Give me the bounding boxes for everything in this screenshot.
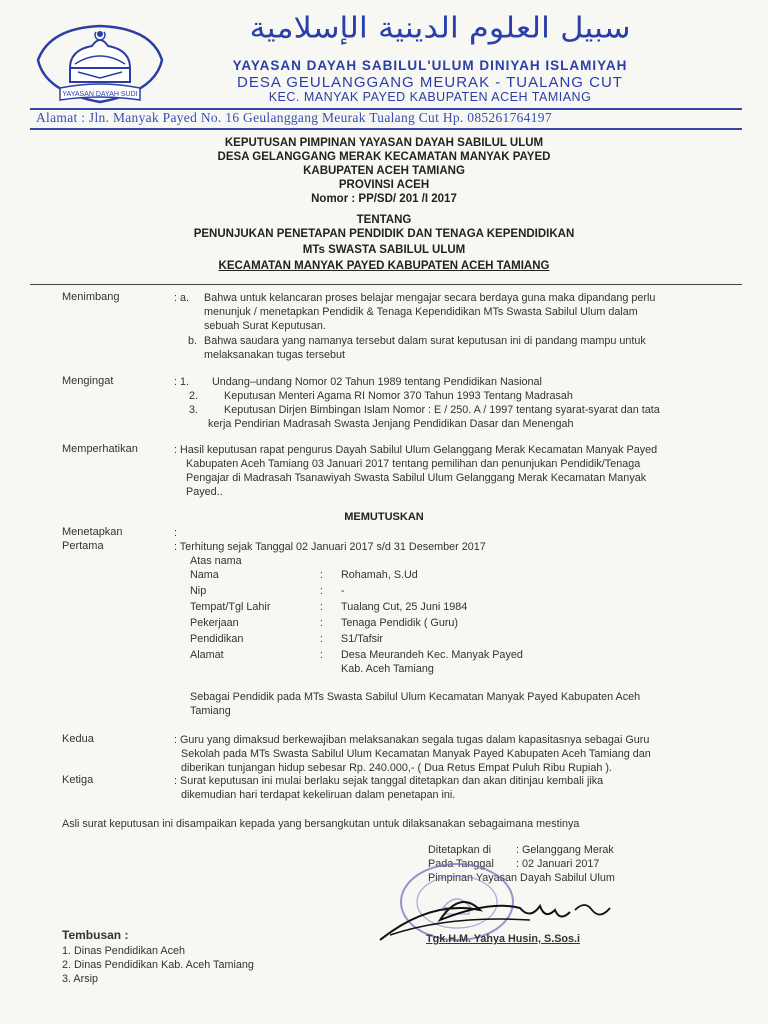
pimpinan-title: Pimpinan Yayasan Dayah Sabilul Ulum bbox=[428, 872, 615, 884]
identity-key-pendidikan: Pendidikan bbox=[190, 633, 244, 645]
org-line-2: DESA GEULANGGANG MEURAK - TUALANG CUT bbox=[237, 74, 623, 91]
kedua-label: Kedua bbox=[62, 733, 94, 745]
memperhatikan-label: Memperhatikan bbox=[62, 443, 138, 455]
yayasan-logo bbox=[30, 20, 170, 106]
mengingat-1-text: Undang–undang Nomor 02 Tahun 1989 tentang Pendidikan Nasional bbox=[212, 376, 542, 388]
identity-value-alamat: Desa Meurandeh Kec. Manyak Payed bbox=[341, 649, 523, 661]
sebagai-line-2: Tamiang bbox=[190, 705, 231, 717]
tembusan-item: 2. Dinas Pendidikan Kab. Aceh Tamiang bbox=[62, 959, 254, 971]
identity-value-ttl: Tualang Cut, 25 Juni 1984 bbox=[341, 601, 468, 613]
pertama-label: Pertama bbox=[62, 540, 104, 552]
mengingat-2-text: Keputusan Menteri Agama RI Nomor 370 Tahun 1993 Tentang Madrasah bbox=[224, 390, 573, 402]
kedua-line-1: : Guru yang dimaksud berkewajiban melaksanakan segala tugas dalam kapasitasnya sebagai Guru bbox=[174, 734, 650, 746]
tentang-heading: TENTANG bbox=[356, 214, 412, 226]
pertama-line-1: : Terhitung sejak Tanggal 02 Januari 2017 s/d 31 Desember 2017 bbox=[174, 541, 486, 553]
menetapkan-colon: : bbox=[174, 527, 177, 539]
menimbang-b-marker: b. bbox=[188, 335, 198, 347]
identity-key-alamat: Alamat bbox=[190, 649, 224, 661]
memperhatikan-line-2: Kabupaten Aceh Tamiang 03 Januari 2017 tentang pemilihan dan penunjukan Pendidik/Tenaga bbox=[186, 458, 641, 470]
identity-value-nama: Rohamah, S.Ud bbox=[341, 569, 418, 581]
org-line-3: KEC. MANYAK PAYED KABUPATEN ACEH TAMIANG bbox=[268, 90, 592, 104]
mengingat-label: Mengingat bbox=[62, 375, 114, 387]
menimbang-a-line-2: menunjuk / menetapkan Pendidik & Tenaga Kependidikan MTs Swasta Sabilul Ulum dalam bbox=[204, 306, 638, 318]
mengingat-3-text-1: Keputusan Dirjen Bimbingan Islam Nomor : E / 250. A / 1997 tentang syarat-syarat dan tata bbox=[224, 404, 660, 416]
identity-value-pendidikan: S1/Tafsir bbox=[341, 633, 384, 645]
menetapkan-label: Menetapkan bbox=[62, 526, 123, 538]
identity-value-alamat-2: Kab. Aceh Tamiang bbox=[341, 663, 434, 675]
subject-line-1: PENUNJUKAN PENETAPAN PENDIDIK DAN TENAGA KEPENDIDIKAN bbox=[193, 228, 575, 240]
mengingat-1-marker: : 1. bbox=[174, 376, 190, 388]
menimbang-a-marker: : a. bbox=[174, 292, 190, 304]
signatory-name: Tgk.H.M. Yahya Husin, S.Sos.i bbox=[426, 933, 580, 945]
title-line-1: KEPUTUSAN PIMPINAN YAYASAN DAYAH SABILUL ULUM bbox=[224, 137, 544, 149]
sebagai-line-1: Sebagai Pendidik pada MTs Swasta Sabilul Ulum Kecamatan Manyak Payed Kabupaten Aceh bbox=[190, 691, 641, 703]
ketiga-line-2: dikemudian hari terdapat kekeliruan dalam penetapan ini. bbox=[181, 789, 456, 801]
tembusan-title: Tembusan : bbox=[62, 928, 129, 942]
identity-colon: : bbox=[320, 649, 323, 661]
tembusan-item: 3. Arsip bbox=[62, 973, 99, 985]
menimbang-a-line-3: sebuah Surat Keputusan. bbox=[204, 320, 326, 332]
title-line-3: KABUPATEN ACEH TAMIANG bbox=[303, 165, 465, 177]
identity-key-nama: Nama bbox=[190, 569, 219, 581]
memperhatikan-line-3: Pengajar di Madrasah Tsanawiyah Swasta Sabilul Ulum Gelanggang Merak Kecamatan Manyak bbox=[186, 472, 647, 484]
identity-key-pekerjaan: Pekerjaan bbox=[190, 617, 239, 629]
subject-line-3: KECAMATAN MANYAK PAYED KABUPATEN ACEH TAMIANG bbox=[218, 260, 550, 272]
mengingat-2-marker: 2. bbox=[189, 390, 199, 402]
identity-colon: : bbox=[320, 617, 323, 629]
identity-colon: : bbox=[320, 585, 323, 597]
org-line-1: YAYASAN DAYAH SABILUL'ULUM DINIYAH ISLAMIYAH bbox=[232, 58, 628, 73]
menimbang-a-line-1: Bahwa untuk kelancaran proses belajar mengajar secara berdaya guna maka dipandang perlu bbox=[204, 292, 656, 304]
document-number: Nomor : PP/SD/ 201 /I 2017 bbox=[311, 193, 457, 205]
menimbang-b-line-2: melaksanakan tugas tersebut bbox=[204, 349, 346, 361]
title-line-2: DESA GELANGGANG MERAK KECAMATAN MANYAK PAYED bbox=[217, 151, 551, 163]
identity-colon: : bbox=[320, 633, 323, 645]
mengingat-3-text-2: kerja Pendirian Madrasah Swasta Jenjang Pendidikan Dasar dan Menengah bbox=[208, 418, 574, 430]
kedua-line-2: Sekolah pada MTs Swasta Sabilul Ulum Kecamatan Manyak Payed Kabupaten Aceh Tamiang dan bbox=[181, 748, 651, 760]
memperhatikan-line-1: : Hasil keputusan rapat pengurus Dayah Sabilul Ulum Gelanggang Merak Kecamatan Manyak Payed bbox=[174, 444, 658, 456]
ketiga-line-1: : Surat keputusan ini mulai berlaku sejak tanggal ditetapkan dan akan ditinjau kembali jika bbox=[174, 775, 604, 787]
tanggal-value: : 02 Januari 2017 bbox=[516, 858, 600, 870]
memperhatikan-line-4: Payed.. bbox=[186, 486, 223, 498]
title-divider bbox=[30, 284, 742, 285]
letterhead-address: Alamat : Jln. Manyak Payed No. 16 Geulanggang Meurak Tualang Cut Hp. 085261764197 bbox=[36, 110, 552, 125]
ditetapkan-label: Ditetapkan di bbox=[428, 844, 492, 856]
logo-badge-text: YAYASAN DAYAH SUDI bbox=[62, 91, 138, 98]
identity-key-ttl: Tempat/Tgl Lahir bbox=[190, 601, 271, 613]
letterhead-rule-bottom bbox=[30, 128, 742, 130]
mengingat-3-marker: 3. bbox=[189, 404, 199, 416]
identity-colon: : bbox=[320, 601, 323, 613]
title-line-4: PROVINSI ACEH bbox=[338, 179, 430, 191]
kedua-line-3: diberikan tunjangan hidup sebesar Rp. 240.000,- ( Dua Retus Empat Puluh Ribu Rupiah ). bbox=[181, 762, 612, 774]
memutuskan-heading: MEMUTUSKAN bbox=[344, 511, 424, 523]
asli-statement: Asli surat keputusan ini disampaikan kepada yang bersangkutan untuk dilaksanakan sebagaimana mestinya bbox=[62, 818, 580, 830]
identity-value-pekerjaan: Tenaga Pendidik ( Guru) bbox=[341, 617, 459, 629]
menimbang-label: Menimbang bbox=[62, 291, 120, 303]
arabic-org-name: سبيل العلوم الدينية الإسلامية bbox=[249, 10, 631, 45]
menimbang-b-line-1: Bahwa saudara yang namanya tersebut dalam surat keputusan ini di pandang mampu untuk bbox=[204, 335, 646, 347]
identity-colon: : bbox=[320, 569, 323, 581]
tanggal-label: Pada Tanggal bbox=[428, 858, 494, 870]
tembusan-item: 1. Dinas Pendidikan Aceh bbox=[62, 945, 186, 957]
atas-nama-label: Atas nama bbox=[190, 555, 242, 567]
identity-value-nip: - bbox=[341, 585, 345, 597]
subject-line-2: MTs SWASTA SABILUL ULUM bbox=[302, 244, 466, 256]
ditetapkan-value: : Gelanggang Merak bbox=[516, 844, 614, 856]
ketiga-label: Ketiga bbox=[62, 774, 94, 786]
identity-key-nip: Nip bbox=[190, 585, 207, 597]
